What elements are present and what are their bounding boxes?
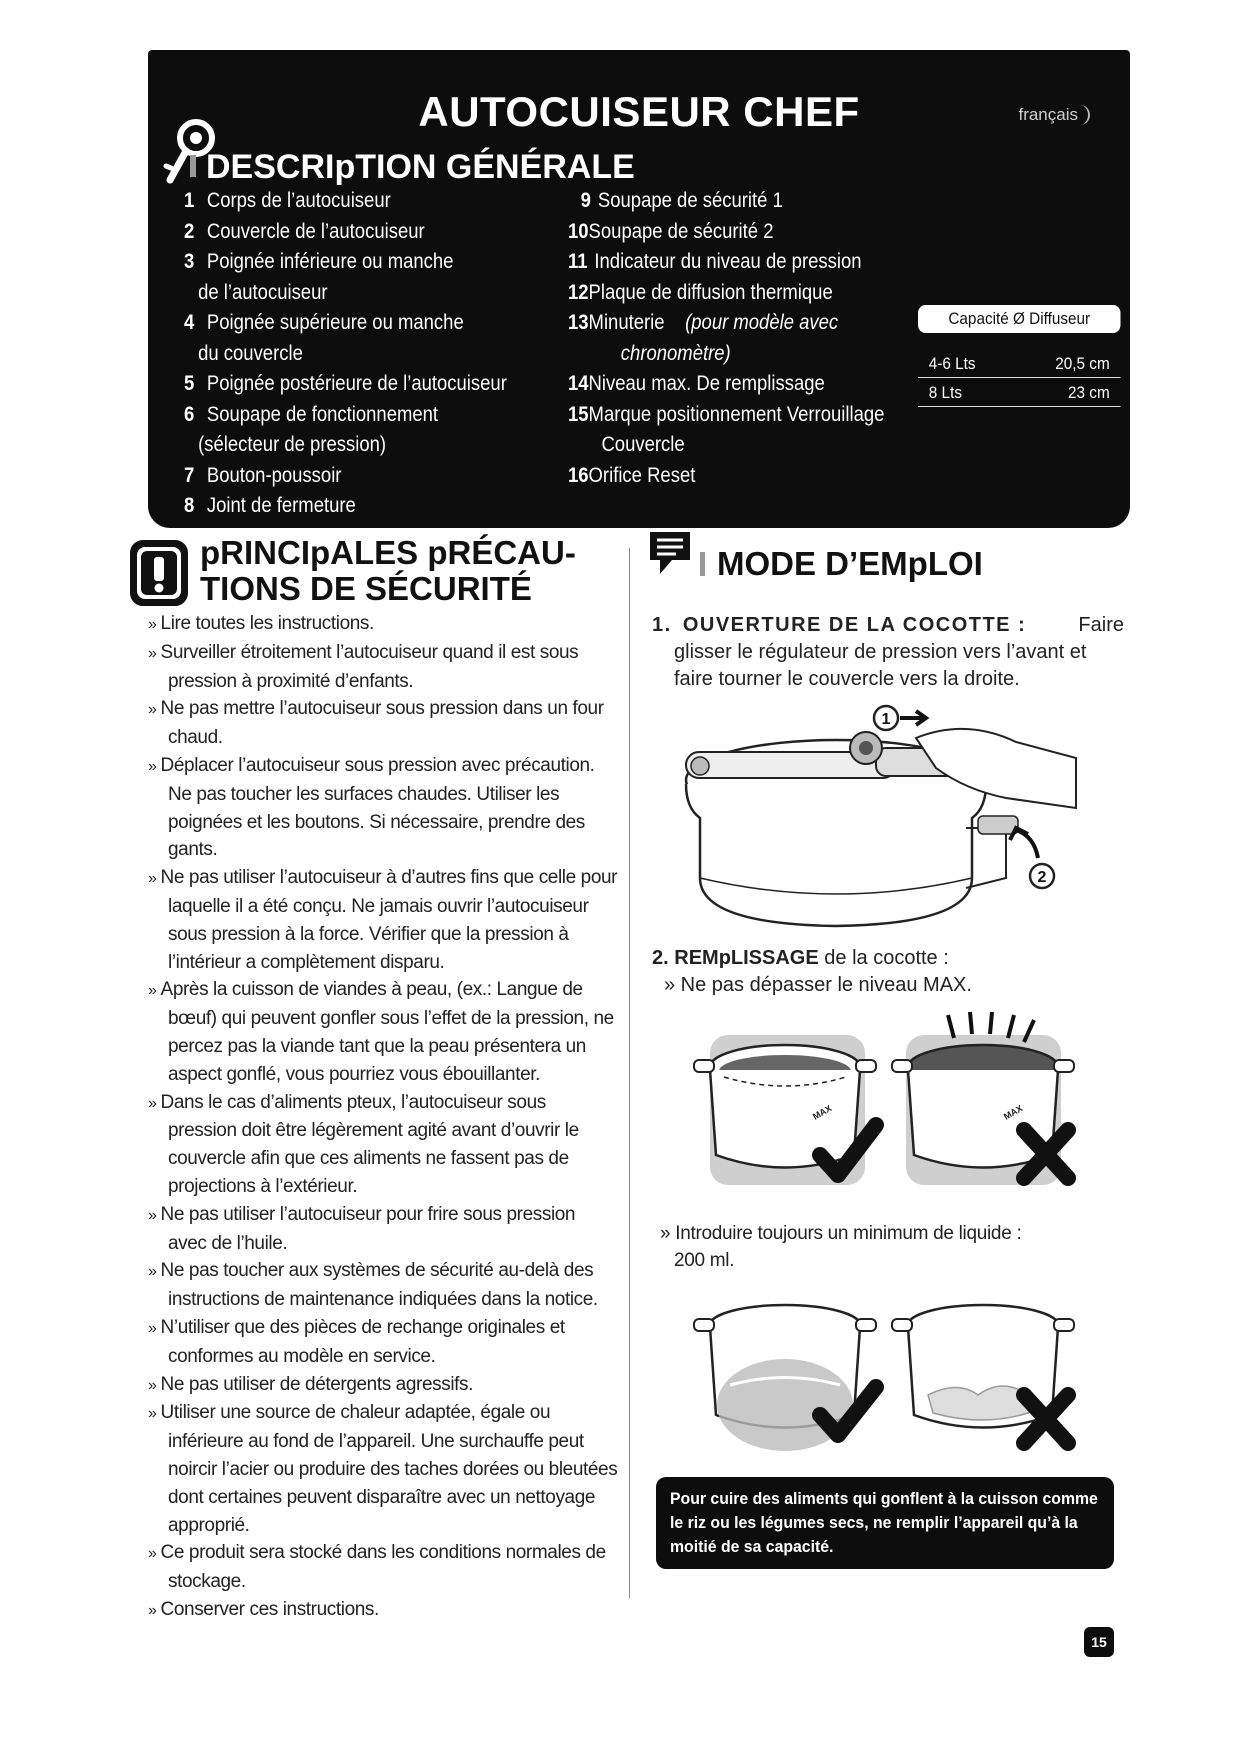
info-box: Pour cuire des aliments qui gonflent à la cuisson comme le riz ou les légumes secs, ne remplir l’appareil qu’à la moitié de sa capacité. [656,1477,1114,1569]
pot-overfilled-illustration [888,1010,1088,1205]
figure-step-label: 2 [1037,869,1047,886]
part-item-cont: Couvercle [601,433,685,456]
page-number: 15 [1084,1627,1114,1657]
cooker-opening-illustration [666,698,1086,938]
list-item: » Surveiller étroitement l’autocuiseur quand il est sous pression à proximité d’enfants. [148,639,618,696]
part-item-cont: de l’autocuiseur [198,280,328,304]
part-item: 6 Soupape de fonctionnement [184,402,439,426]
list-item: » Utiliser une source de chaleur adaptée, égale ou inférieure au fond de l’appareil. Une surchauffe peut noircir l’acier ou produire des taches dorées ou bleutées dont certaines peuvent disparaître avec un nettoyage approprié. [148,1399,618,1539]
max-label: MAX [1002,1103,1025,1122]
list-item: » Ne pas utiliser de détergents agressifs. [148,1371,618,1400]
part-item-cont: du couvercle [198,341,303,365]
list-item: » Conserver ces instructions. [148,1596,618,1625]
list-item: » N’utiliser que des pièces de rechange originales et conformes au modèle en service. [148,1314,618,1371]
part-item: 11 Indicateur du niveau de pression [568,250,862,273]
warning-icon [128,538,190,608]
column-divider [629,548,630,1598]
part-item: 12Plaque de diffusion thermique [568,280,833,304]
list-item: » Dans le cas d’aliments pteux, l’autocuiseur sous pression doit être légèrement agité avant d’ouvrir le couvercle afin que ces aliments ne fassent pas de projections à l’extérieur. [148,1089,618,1201]
part-item: 14Niveau max. De remplissage [568,372,825,395]
part-item: 5 Poignée postérieure de l’autocuiseur [184,372,507,395]
list-item: » Ne pas utiliser l’autocuiseur pour frire sous pression avec de l’huile. [148,1201,618,1258]
part-item: 1 Corps de l’autocuiseur [184,189,391,212]
part-item: 7 Bouton-poussoir [184,463,342,487]
list-item: » Après la cuisson de viandes à peau, (ex.: Langue de bœuf) qui peuvent gonfler sous l’effet de la pression, ne percez pas la viande tant que la peau présentera un aspect gonflé, vous pourriez vous ébouillanter. [148,976,618,1088]
pot-max-ok-illustration [690,1015,890,1205]
section-title-description: DESCRIpTION GÉNÉRALE [190,148,635,187]
part-item-cont: chronomètre) [620,341,731,365]
parts-list-right [568,186,938,491]
figure-step-label: 1 [881,711,891,728]
part-item: 15Marque positionnement Verrouillage [568,402,885,426]
list-item: » Ne pas mettre l’autocuiseur sous pression dans un four chaud. [148,695,618,752]
table-row: 8 Lts 23 cm [918,378,1121,407]
mode-title: MODE D’EMpLOI [700,545,983,583]
language-tab: français [1018,105,1090,125]
pot-min-bad-illustration [888,1295,1088,1465]
header-block [148,50,1130,528]
list-item: » Ne pas toucher aux systèmes de sécurité au-delà des instructions de maintenance indiquées dans la notice. [148,1257,618,1314]
part-item: 4 Poignée supérieure ou manche [184,311,464,334]
manual-icon [646,528,694,578]
list-item: » Ce produit sera stocké dans les conditions normales de stockage. [148,1539,618,1596]
part-item: 13Minuterie (pour modèle avec [568,311,839,334]
table-row: 4-6 Lts 20,5 cm [918,349,1121,378]
part-item: 9 Soupape de sécurité 1 [580,189,783,212]
part-item: 3 Poignée inférieure ou manche [184,250,454,273]
step-opening: 1. OUVERTURE DE LA COCOTTE : Faire glisser le régulateur de pression vers l’avant et faire tourner le couvercle vers la droite. [652,614,1124,690]
parts-list-left [184,186,554,522]
section-bar-icon [700,552,705,576]
step-filling: 2. REMpLISSAGE de la cocotte : » Ne pas dépasser le niveau MAX. [652,947,972,996]
capacity-table [918,305,1121,407]
list-item: » Ne pas utiliser l’autocuiseur à d’autres fins que celle pour laquelle il a été conçu. Ne jamais ouvrir l’autocuiseur sous pression à la force. Vérifier que la pression à l’intérieur a complètement disparu. [148,864,618,976]
capacity-table-header: Capacité Ø Diffuseur [918,305,1121,333]
max-label: MAX [811,1103,834,1122]
precautions-title: pRINCIpALES pRÉCAU- TIONS DE SÉCURITÉ [200,534,576,607]
list-item: » Déplacer l’autocuiseur sous pression avec précaution. Ne pas toucher les surfaces chaudes. Utiliser les poignées et les boutons. Si nécessaire, prendre des gants. [148,752,618,864]
precautions-list [148,610,618,1625]
part-item: 8 Joint de fermeture [184,494,356,517]
part-item-cont: (sélecteur de pression) [198,433,387,456]
part-item: 2 Couvercle de l’autocuiseur [184,219,425,243]
section-bar-icon [190,155,196,177]
part-item: 16Orifice Reset [568,463,696,487]
page-title: AUTOCUISEUR CHEF [418,88,860,135]
part-item: 10Soupape de sécurité 2 [568,219,774,243]
list-item: » Lire toutes les instructions. [148,610,618,639]
min-liquid-note: » Introduire toujours un minimum de liquide : 200 ml. [660,1223,1022,1271]
pot-min-ok-illustration [690,1295,890,1465]
